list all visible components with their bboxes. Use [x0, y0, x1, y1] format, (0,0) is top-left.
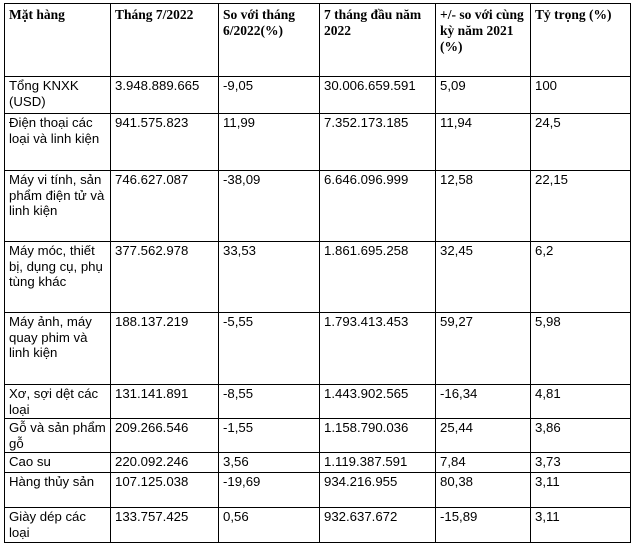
- share-cell: 3,11: [531, 508, 631, 543]
- month-value-cell: 746.627.087: [111, 171, 219, 242]
- yoy-change-cell: 25,44: [436, 419, 531, 453]
- seven-months-cell: 932.637.672: [320, 508, 436, 543]
- month-value-cell: 131.141.891: [111, 385, 219, 419]
- yoy-change-cell: 12,58: [436, 171, 531, 242]
- seven-months-cell: 1.443.902.565: [320, 385, 436, 419]
- column-header-share: Tỷ trọng (%): [531, 4, 631, 77]
- seven-months-cell: 934.216.955: [320, 473, 436, 508]
- table-row: [5, 114, 631, 171]
- item-cell: Cao su: [5, 453, 111, 473]
- table-row: [5, 453, 631, 473]
- item-cell: Giày dép các loại: [5, 508, 111, 543]
- item-cell: Hàng thủy sản: [5, 473, 111, 508]
- seven-months-cell: 6.646.096.999: [320, 171, 436, 242]
- share-cell: 100: [531, 77, 631, 114]
- yoy-change-cell: 59,27: [436, 313, 531, 385]
- yoy-change-cell: 80,38: [436, 473, 531, 508]
- yoy-change-cell: 11,94: [436, 114, 531, 171]
- item-cell: Máy móc, thiết bị, dụng cụ, phụ tùng khác: [5, 242, 111, 313]
- table-row: [5, 385, 631, 419]
- share-cell: 3,11: [531, 473, 631, 508]
- month-value-cell: 107.125.038: [111, 473, 219, 508]
- month-value-cell: 188.137.219: [111, 313, 219, 385]
- table-row: [5, 242, 631, 313]
- seven-months-cell: 1.119.387.591: [320, 453, 436, 473]
- vs-prev-month-cell: -5,55: [219, 313, 320, 385]
- vs-prev-month-cell: -19,69: [219, 473, 320, 508]
- share-cell: 22,15: [531, 171, 631, 242]
- vs-prev-month-cell: -9,05: [219, 77, 320, 114]
- vs-prev-month-cell: -38,09: [219, 171, 320, 242]
- yoy-change-cell: 32,45: [436, 242, 531, 313]
- table-row: [5, 313, 631, 385]
- month-value-cell: 209.266.546: [111, 419, 219, 453]
- share-cell: 4,81: [531, 385, 631, 419]
- seven-months-cell: 1.158.790.036: [320, 419, 436, 453]
- column-header-month: Tháng 7/2022: [111, 4, 219, 77]
- item-cell: Điện thoại các loại và linh kiện: [5, 114, 111, 171]
- yoy-change-cell: 7,84: [436, 453, 531, 473]
- column-header-yoy-change: +/- so với cùng kỳ năm 2021 (%): [436, 4, 531, 77]
- item-cell: Máy vi tính, sản phẩm điện tử và linh kiện: [5, 171, 111, 242]
- table-row: [5, 77, 631, 114]
- month-value-cell: 133.757.425: [111, 508, 219, 543]
- table-row: [5, 419, 631, 453]
- vs-prev-month-cell: 0,56: [219, 508, 320, 543]
- month-value-cell: 941.575.823: [111, 114, 219, 171]
- yoy-change-cell: -16,34: [436, 385, 531, 419]
- yoy-change-cell: 5,09: [436, 77, 531, 114]
- item-cell: Xơ, sợi dệt các loại: [5, 385, 111, 419]
- item-cell: Máy ảnh, máy quay phim và linh kiện: [5, 313, 111, 385]
- share-cell: 6,2: [531, 242, 631, 313]
- share-cell: 3,73: [531, 453, 631, 473]
- item-cell: Tổng KNXK (USD): [5, 77, 111, 114]
- month-value-cell: 377.562.978: [111, 242, 219, 313]
- seven-months-cell: 7.352.173.185: [320, 114, 436, 171]
- vs-prev-month-cell: -1,55: [219, 419, 320, 453]
- table-header-row: [5, 4, 631, 77]
- month-value-cell: 220.092.246: [111, 453, 219, 473]
- seven-months-cell: 1.793.413.453: [320, 313, 436, 385]
- seven-months-cell: 1.861.695.258: [320, 242, 436, 313]
- export-table: [4, 3, 631, 543]
- month-value-cell: 3.948.889.665: [111, 77, 219, 114]
- column-header-item: Mặt hàng: [5, 4, 111, 77]
- table-row: [5, 171, 631, 242]
- share-cell: 5,98: [531, 313, 631, 385]
- seven-months-cell: 30.006.659.591: [320, 77, 436, 114]
- column-header-vs-prev-month: So với tháng 6/2022(%): [219, 4, 320, 77]
- share-cell: 24,5: [531, 114, 631, 171]
- item-cell: Gỗ và sản phẩm gỗ: [5, 419, 111, 453]
- yoy-change-cell: -15,89: [436, 508, 531, 543]
- table-row: [5, 473, 631, 508]
- table-body: [5, 77, 631, 543]
- vs-prev-month-cell: -8,55: [219, 385, 320, 419]
- share-cell: 3,86: [531, 419, 631, 453]
- vs-prev-month-cell: 11,99: [219, 114, 320, 171]
- vs-prev-month-cell: 3,56: [219, 453, 320, 473]
- column-header-seven-months: 7 tháng đầu năm 2022: [320, 4, 436, 77]
- vs-prev-month-cell: 33,53: [219, 242, 320, 313]
- table-row: [5, 508, 631, 543]
